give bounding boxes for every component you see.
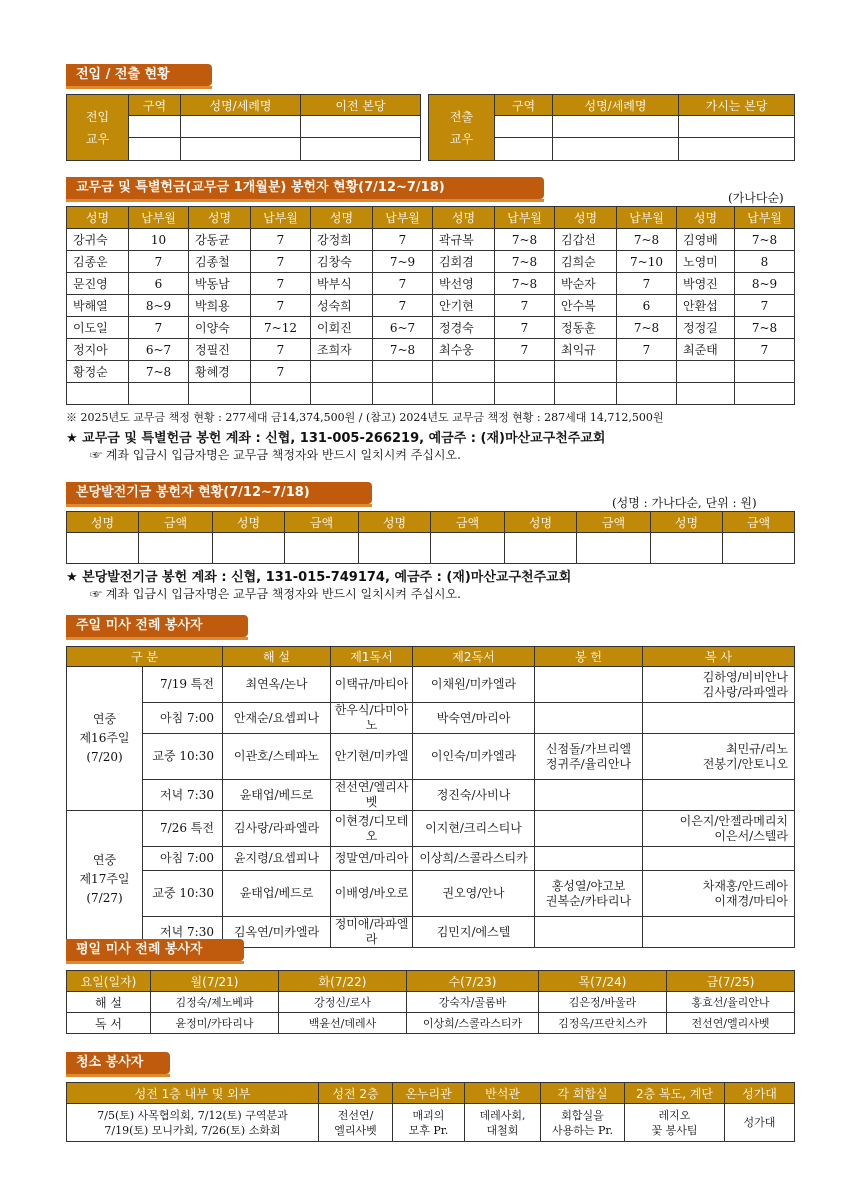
empty-cell <box>495 116 553 138</box>
paid-month-cell: 7 <box>495 317 555 339</box>
server-cell: 정미애/라파엘라 <box>331 917 413 948</box>
donor-name-cell: 최수웅 <box>433 339 495 361</box>
table-row <box>67 295 795 317</box>
paid-month-cell: 7~8 <box>735 317 795 339</box>
server-cell: 안기현/미카엘 <box>331 734 413 780</box>
paid-month-cell: 6 <box>617 295 677 317</box>
section-title-fund: 본당발전기금 봉헌자 현황(7/12~7/18) <box>66 482 372 504</box>
weekday-table <box>66 970 795 1034</box>
paid-month-cell <box>251 383 311 405</box>
table-row <box>67 734 795 780</box>
section-title-cleaning: 청소 봉사자 <box>66 1052 170 1074</box>
paid-month-cell: 7 <box>251 295 311 317</box>
server-cell: 전선연/엘리사벳 <box>331 780 413 811</box>
donor-name-cell: 안기현 <box>433 295 495 317</box>
donor-name-cell: 안환섭 <box>677 295 735 317</box>
donor-name-cell <box>677 361 735 383</box>
header-cell: 제2독서 <box>413 647 535 667</box>
header-cell: 금액 <box>723 512 795 533</box>
donor-name-cell: 김영배 <box>677 229 735 251</box>
paid-month-cell <box>617 361 677 383</box>
header-cell: 각 회합실 <box>541 1083 625 1104</box>
server-cell: 정말연/마리아 <box>331 847 413 871</box>
donor-name-cell: 정동훈 <box>555 317 617 339</box>
paid-month-cell <box>373 383 433 405</box>
paid-month-cell: 7~8 <box>617 317 677 339</box>
header-cell: 성명 <box>213 512 285 533</box>
header-cell: 성명 <box>555 207 617 229</box>
donor-name-cell: 정지아 <box>67 339 129 361</box>
empty-cell <box>679 116 795 138</box>
server-cell: 김옥연/미카엘라 <box>223 917 331 948</box>
server-cell: 정진숙/사비나 <box>413 780 535 811</box>
server-cell: 김사랑/라파엘라 <box>223 811 331 847</box>
paid-month-cell <box>373 361 433 383</box>
donor-name-cell <box>67 383 129 405</box>
donor-name-cell: 강정희 <box>311 229 373 251</box>
server-cell: 차재홍/안드레아 이재경/마티아 <box>643 871 795 917</box>
empty-cell <box>301 116 421 138</box>
donor-name-cell: 박희용 <box>189 295 251 317</box>
donor-name-cell <box>311 383 373 405</box>
paid-month-cell: 7~8 <box>373 339 433 361</box>
header-cell: 월(7/21) <box>151 971 279 992</box>
server-cell: 안재순/요셉피나 <box>223 703 331 734</box>
paid-month-cell: 7 <box>373 273 433 295</box>
paid-month-cell: 7 <box>373 295 433 317</box>
donor-name-cell: 최익규 <box>555 339 617 361</box>
header-cell: 금액 <box>431 512 505 533</box>
donor-name-cell: 조희자 <box>311 339 373 361</box>
donor-name-cell <box>555 383 617 405</box>
dues-table <box>66 206 795 405</box>
header-cell: 성명/세례명 <box>181 95 301 116</box>
paid-month-cell: 7 <box>495 295 555 317</box>
header-cell: 성명 <box>67 512 139 533</box>
donor-name-cell <box>311 361 373 383</box>
header-cell: 납부월 <box>735 207 795 229</box>
donor-name-cell: 이회진 <box>311 317 373 339</box>
header-cell: 온누리관 <box>393 1083 465 1104</box>
server-cell: 이현경/디모테오 <box>331 811 413 847</box>
cleaning-cell: 전선연/ 엘리사벳 <box>319 1104 393 1142</box>
empty-cell <box>67 533 139 564</box>
paid-month-cell: 7~12 <box>251 317 311 339</box>
paid-month-cell: 7~8 <box>495 273 555 295</box>
server-cell: 이배영/바오로 <box>331 871 413 917</box>
server-cell: 교중 10:30 <box>143 871 223 917</box>
paid-month-cell: 7~8 <box>617 229 677 251</box>
server-cell: 김은정/바울라 <box>539 992 667 1013</box>
paid-month-cell <box>617 383 677 405</box>
server-cell: 윤정미/카타리나 <box>151 1013 279 1034</box>
header-cell: 성명/세례명 <box>553 95 679 116</box>
header-cell: 이전 본당 <box>301 95 421 116</box>
server-cell: 아침 7:00 <box>143 703 223 734</box>
donor-name-cell: 박순자 <box>555 273 617 295</box>
server-cell: 아침 7:00 <box>143 847 223 871</box>
empty-cell <box>553 138 679 161</box>
empty-cell <box>577 533 651 564</box>
donor-name-cell: 김회겸 <box>433 251 495 273</box>
empty-cell <box>431 533 505 564</box>
section-title-sunday: 주일 미사 전례 봉사자 <box>66 615 248 637</box>
table-row <box>67 317 795 339</box>
server-cell: 박숙연/마리아 <box>413 703 535 734</box>
donor-name-cell <box>433 383 495 405</box>
transfer-out-label: 전출 교우 <box>429 95 495 161</box>
header-cell: 구역 <box>495 95 553 116</box>
empty-cell <box>495 138 553 161</box>
paid-month-cell <box>735 361 795 383</box>
paid-month-cell: 7 <box>251 361 311 383</box>
donor-name-cell <box>555 361 617 383</box>
server-cell <box>535 917 643 948</box>
table-row <box>67 361 795 383</box>
fund-table <box>66 511 795 564</box>
paid-month-cell: 7 <box>251 339 311 361</box>
dues-status-note: ※ 2025년도 교무금 책정 현황 : 277세대 금14,374,500원 / (참고) 2024년도 교무금 책정 현황 : 287세대 14,712,500원 <box>66 411 664 424</box>
group-label-cell: 연중 제17주일 (7/27) <box>67 811 143 948</box>
donor-name-cell <box>189 383 251 405</box>
server-cell: 백윤선/데레사 <box>279 1013 407 1034</box>
header-cell: 복 사 <box>643 647 795 667</box>
server-cell: 홍효선/율리안나 <box>667 992 795 1013</box>
server-cell <box>643 847 795 871</box>
empty-cell <box>181 116 301 138</box>
paid-month-cell <box>495 383 555 405</box>
header-cell: 성가대 <box>725 1083 795 1104</box>
section-title-transfer: 전입 / 전출 현황 <box>66 64 212 86</box>
table-row <box>67 780 795 811</box>
header-cell: 구역 <box>129 95 181 116</box>
table-row <box>67 1013 795 1034</box>
donor-name-cell: 황혜경 <box>189 361 251 383</box>
server-cell: 김하영/비비안나 김사랑/라파엘라 <box>643 667 795 703</box>
server-cell: 전선연/엘리사벳 <box>667 1013 795 1034</box>
header-cell: 해 설 <box>223 647 331 667</box>
paid-month-cell: 7 <box>735 339 795 361</box>
empty-cell <box>301 138 421 161</box>
header-cell: 화(7/22) <box>279 971 407 992</box>
donor-name-cell: 정경숙 <box>433 317 495 339</box>
header-cell: 성전 1층 내부 및 외부 <box>67 1083 319 1104</box>
server-cell: 홍성열/야고보 권복순/카타리나 <box>535 871 643 917</box>
cleaning-cell: 레지오 꽃 봉사팀 <box>625 1104 725 1142</box>
server-cell: 7/26 특전 <box>143 811 223 847</box>
dues-account: ★ 교무금 및 특별헌금 봉헌 계좌 : 신협, 131-005-266219, 예금주 : (재)마산교구천주교회 <box>66 431 606 446</box>
donor-name-cell: 김종운 <box>67 251 129 273</box>
server-cell: 권오영/안나 <box>413 871 535 917</box>
header-cell: 납부월 <box>373 207 433 229</box>
server-cell: 저녁 7:30 <box>143 917 223 948</box>
paid-month-cell: 7~8 <box>129 361 189 383</box>
fund-order-note: (성명 : 가나다순, 단위 : 원) <box>612 496 757 510</box>
paid-month-cell: 7~8 <box>735 229 795 251</box>
donor-name-cell: 안수복 <box>555 295 617 317</box>
empty-cell <box>553 116 679 138</box>
server-cell: 이인숙/미카엘라 <box>413 734 535 780</box>
server-cell: 저녁 7:30 <box>143 780 223 811</box>
table-row <box>67 339 795 361</box>
server-cell: 김정숙/제노베파 <box>151 992 279 1013</box>
server-cell: 교중 10:30 <box>143 734 223 780</box>
paid-month-cell: 7 <box>251 251 311 273</box>
dues-order-note: (가나다순) <box>728 191 784 205</box>
server-cell <box>643 703 795 734</box>
header-cell: 납부월 <box>251 207 311 229</box>
table-row <box>67 847 795 871</box>
header-cell: 성명 <box>677 207 735 229</box>
transfer-in-label: 전입 교우 <box>67 95 129 161</box>
header-cell: 성명 <box>505 512 577 533</box>
donor-name-cell: 박동남 <box>189 273 251 295</box>
cleaning-cell: 데레사회, 대철회 <box>465 1104 541 1142</box>
header-cell: 금액 <box>139 512 213 533</box>
cleaning-cell: 7/5(토) 사목협의회, 7/12(토) 구역분과 7/19(토) 모니카회, 7/26(토) 소화회 <box>67 1104 319 1142</box>
empty-cell <box>285 533 359 564</box>
paid-month-cell: 7 <box>617 339 677 361</box>
table-row <box>67 992 795 1013</box>
header-cell: 성명 <box>311 207 373 229</box>
donor-name-cell: 박해열 <box>67 295 129 317</box>
server-cell <box>535 703 643 734</box>
header-cell: 구 분 <box>67 647 223 667</box>
fund-account: ★ 본당발전기금 봉헌 계좌 : 신협, 131-015-749174, 예금주 : (재)마산교구천주교회 <box>66 570 572 585</box>
header-cell: 수(7/23) <box>407 971 539 992</box>
server-cell: 해 설 <box>67 992 151 1013</box>
server-cell: 이은지/안젤라메리치 이은서/스텔라 <box>643 811 795 847</box>
table-row <box>67 383 795 405</box>
server-cell <box>535 780 643 811</box>
header-cell: 목(7/24) <box>539 971 667 992</box>
donor-name-cell: 노영미 <box>677 251 735 273</box>
paid-month-cell <box>735 383 795 405</box>
server-cell: 독 서 <box>67 1013 151 1034</box>
table-row <box>67 871 795 917</box>
header-cell: 제1독서 <box>331 647 413 667</box>
dues-deposit-note: ☞ 계좌 입금시 입금자명은 교무금 책정자와 반드시 일치시켜 주십시오. <box>90 448 461 462</box>
server-cell <box>535 847 643 871</box>
donor-name-cell: 강동균 <box>189 229 251 251</box>
paid-month-cell: 7 <box>735 295 795 317</box>
donor-name-cell: 박영진 <box>677 273 735 295</box>
paid-month-cell: 7 <box>495 339 555 361</box>
group-label-cell: 연중 제16주일 (7/20) <box>67 667 143 811</box>
donor-name-cell: 김창숙 <box>311 251 373 273</box>
server-cell: 윤지령/요셉피나 <box>223 847 331 871</box>
donor-name-cell: 박부식 <box>311 273 373 295</box>
paid-month-cell: 7 <box>373 229 433 251</box>
donor-name-cell: 황정순 <box>67 361 129 383</box>
donor-name-cell: 김희순 <box>555 251 617 273</box>
server-cell: 강숙자/골롬바 <box>407 992 539 1013</box>
transfer-in-table <box>66 94 421 161</box>
sunday-table <box>66 646 795 948</box>
empty-cell <box>129 116 181 138</box>
server-cell: 윤태업/베드로 <box>223 780 331 811</box>
cleaning-table <box>66 1082 795 1142</box>
section-title-dues: 교무금 및 특별헌금(교무금 1개월분) 봉헌자 현황(7/12~7/18) <box>66 177 544 199</box>
paid-month-cell: 8~9 <box>129 295 189 317</box>
paid-month-cell: 7 <box>129 251 189 273</box>
table-row <box>67 703 795 734</box>
donor-name-cell: 김종철 <box>189 251 251 273</box>
header-cell: 금액 <box>577 512 651 533</box>
server-cell: 이지현/크리스티나 <box>413 811 535 847</box>
server-cell <box>535 667 643 703</box>
server-cell: 이채원/미카엘라 <box>413 667 535 703</box>
header-cell: 납부월 <box>129 207 189 229</box>
donor-name-cell: 곽규복 <box>433 229 495 251</box>
paid-month-cell: 7 <box>129 317 189 339</box>
header-cell: 금액 <box>285 512 359 533</box>
server-cell: 7/19 특전 <box>143 667 223 703</box>
header-cell: 봉 헌 <box>535 647 643 667</box>
empty-cell <box>139 533 213 564</box>
table-row <box>67 811 795 847</box>
transfer-out-table <box>428 94 795 161</box>
server-cell: 최연옥/논나 <box>223 667 331 703</box>
server-cell <box>535 811 643 847</box>
header-cell: 가시는 본당 <box>679 95 795 116</box>
header-cell: 성명 <box>67 207 129 229</box>
server-cell <box>643 917 795 948</box>
header-cell: 성명 <box>359 512 431 533</box>
paid-month-cell: 6 <box>129 273 189 295</box>
donor-name-cell: 이양숙 <box>189 317 251 339</box>
paid-month-cell: 7 <box>617 273 677 295</box>
server-cell: 윤태업/베드로 <box>223 871 331 917</box>
cleaning-cell: 회합실을 사용하는 Pr. <box>541 1104 625 1142</box>
server-cell: 김민지/에스텔 <box>413 917 535 948</box>
header-cell: 성명 <box>189 207 251 229</box>
donor-name-cell: 최준태 <box>677 339 735 361</box>
server-cell: 이상희/스콜라스티카 <box>413 847 535 871</box>
header-cell: 성명 <box>433 207 495 229</box>
donor-name-cell: 정정길 <box>677 317 735 339</box>
server-cell: 한우식/다미아노 <box>331 703 413 734</box>
table-row <box>67 273 795 295</box>
paid-month-cell <box>495 361 555 383</box>
paid-month-cell: 7~10 <box>617 251 677 273</box>
paid-month-cell: 7~8 <box>495 251 555 273</box>
paid-month-cell: 8~9 <box>735 273 795 295</box>
donor-name-cell: 성숙희 <box>311 295 373 317</box>
empty-cell <box>505 533 577 564</box>
donor-name-cell: 정필진 <box>189 339 251 361</box>
paid-month-cell: 6~7 <box>373 317 433 339</box>
header-cell: 2층 복도, 계단 <box>625 1083 725 1104</box>
paid-month-cell: 7~9 <box>373 251 433 273</box>
empty-cell <box>651 533 723 564</box>
fund-deposit-note: ☞ 계좌 입금시 입금자명은 교무금 책정자와 반드시 일치시켜 주십시오. <box>90 587 461 601</box>
empty-cell <box>129 138 181 161</box>
server-cell: 신점돌/가브리엘 정귀주/율리안나 <box>535 734 643 780</box>
empty-cell <box>723 533 795 564</box>
header-cell: 납부월 <box>617 207 677 229</box>
donor-name-cell: 김갑선 <box>555 229 617 251</box>
paid-month-cell <box>129 383 189 405</box>
cleaning-cell: 성가대 <box>725 1104 795 1142</box>
empty-cell <box>679 138 795 161</box>
table-row <box>67 229 795 251</box>
paid-month-cell: 8 <box>735 251 795 273</box>
paid-month-cell: 7 <box>251 229 311 251</box>
server-cell: 이상희/스콜라스티카 <box>407 1013 539 1034</box>
donor-name-cell: 문진영 <box>67 273 129 295</box>
cleaning-cell: 매괴의 모후 Pr. <box>393 1104 465 1142</box>
header-cell: 요일(일자) <box>67 971 151 992</box>
donor-name-cell <box>433 361 495 383</box>
header-cell: 납부월 <box>495 207 555 229</box>
empty-cell <box>213 533 285 564</box>
server-cell: 이관호/스테파노 <box>223 734 331 780</box>
empty-cell <box>359 533 431 564</box>
server-cell: 이택규/마티아 <box>331 667 413 703</box>
header-cell: 반석관 <box>465 1083 541 1104</box>
header-cell: 성전 2층 <box>319 1083 393 1104</box>
table-row <box>67 251 795 273</box>
header-cell: 금(7/25) <box>667 971 795 992</box>
empty-cell <box>181 138 301 161</box>
header-cell: 성명 <box>651 512 723 533</box>
donor-name-cell: 이도일 <box>67 317 129 339</box>
donor-name-cell: 강귀숙 <box>67 229 129 251</box>
server-cell <box>643 780 795 811</box>
paid-month-cell: 10 <box>129 229 189 251</box>
server-cell: 김정옥/프란치스카 <box>539 1013 667 1034</box>
donor-name-cell: 박선영 <box>433 273 495 295</box>
paid-month-cell: 6~7 <box>129 339 189 361</box>
server-cell: 최민규/리노 전봉기/안토니오 <box>643 734 795 780</box>
paid-month-cell: 7~8 <box>495 229 555 251</box>
server-cell: 강정신/로사 <box>279 992 407 1013</box>
table-row <box>67 667 795 703</box>
paid-month-cell: 7 <box>251 273 311 295</box>
donor-name-cell <box>677 383 735 405</box>
section-title-weekday: 평일 미사 전례 봉사자 <box>66 939 244 961</box>
